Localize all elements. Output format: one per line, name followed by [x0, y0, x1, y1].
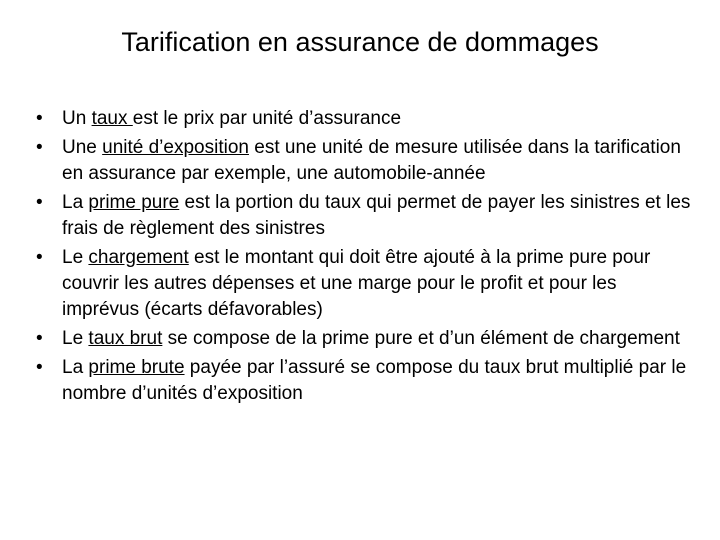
bullet-text-pre: La: [62, 192, 89, 213]
bullet-text-post: est le prix par unité d’assurance: [132, 108, 402, 129]
bullet-text-post: est la portion du taux qui permet de payer les sinistres et les frais de règlement des sinistres: [62, 192, 691, 239]
bullet-term: chargement: [88, 247, 189, 268]
bullet-item-unite-exposition: [36, 135, 692, 187]
bullet-icon: •: [36, 192, 43, 213]
bullet-text-pre: La: [62, 357, 89, 378]
bullet-list: [36, 106, 692, 410]
bullet-text-post: est le montant qui doit être ajouté à la prime pure pour couvrir les autres dépenses et une marge pour le profit et pour les imprévus (écarts défavorables): [62, 247, 651, 320]
bullet-text-pre: Un: [62, 108, 92, 129]
bullet-text-post: est une unité de mesure utilisée dans la tarification en assurance par exemple, une automobile-année: [62, 137, 681, 184]
bullet-item-taux: [36, 106, 692, 132]
bullet-text-pre: Une: [62, 137, 103, 158]
bullet-icon: •: [36, 247, 43, 268]
bullet-term: prime pure: [88, 192, 180, 213]
bullet-term: taux brut: [88, 328, 163, 349]
bullet-icon: •: [36, 328, 43, 349]
bullet-term: unité d’exposition: [102, 137, 249, 158]
bullet-text-post: payée par l’assuré se compose du taux brut multiplié par le nombre d’unités d’exposition: [62, 357, 687, 404]
bullet-term: prime brute: [88, 357, 185, 378]
bullet-item-prime-brute: [36, 355, 692, 407]
bullet-item-taux-brut: [36, 326, 692, 352]
bullet-text-post: se compose de la prime pure et d’un élément de chargement: [162, 328, 680, 349]
bullet-item-prime-pure: [36, 190, 692, 242]
bullet-icon: •: [36, 137, 43, 158]
bullet-text-pre: Le: [62, 247, 89, 268]
bullet-text-pre: Le: [62, 328, 89, 349]
bullet-item-chargement: [36, 245, 692, 323]
bullet-icon: •: [36, 357, 43, 378]
slide-title: Tarification en assurance de dommages: [121, 27, 599, 57]
bullet-term: taux: [91, 108, 133, 129]
bullet-icon: •: [36, 108, 43, 129]
